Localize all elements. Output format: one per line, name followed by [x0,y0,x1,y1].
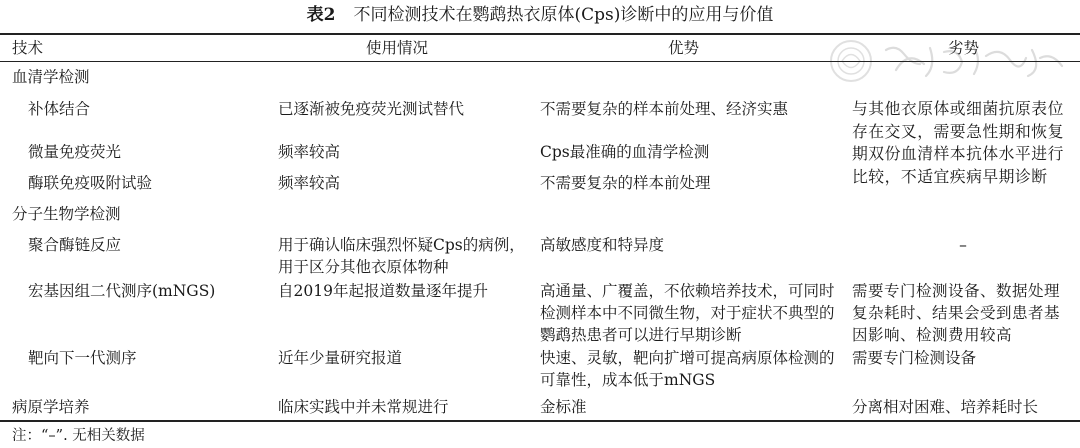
usage-micro-immunofluorescence: 频率较高 [278,143,341,161]
usage-tngs: 近年少量研究报道 [278,349,403,367]
tech-complement-fixation: 补体结合 [28,100,91,118]
section-serology: 血清学检测 [12,68,90,86]
section-molecular: 分子生物学检测 [12,205,121,223]
adv-complement-fixation: 不需要复杂的样本前处理、经济实惠 [540,100,789,118]
table-number: 表2 [306,5,336,25]
table-title: 不同检测技术在鹦鹉热衣原体(Cps)诊断中的应用与价值 [353,5,774,25]
usage-complement-fixation: 已逐渐被免疫荧光测试替代 [278,100,465,118]
header-advantage: 优势 [668,39,700,57]
header-usage: 使用情况 [366,39,429,57]
disadv-mngs: 需要专门检测设备、数据处理复杂耗时、结果会受到患者基因影响、检测费用较高 [852,282,1061,344]
tech-culture: 病原学培养 [12,398,90,416]
adv-culture: 金标准 [540,398,587,416]
usage-culture: 临床实践中并未常规进行 [278,398,449,416]
bottom-rule [0,420,1080,422]
table-note: 注：“–”. 无相关数据 [12,428,145,444]
adv-tngs: 快速、灵敏，靶向扩增可提高病原体检测的可靠性，成本低于mNGS [540,349,835,389]
disadv-pcr: – [959,236,967,254]
adv-pcr: 高敏感度和特异度 [540,236,665,254]
disadv-tngs: 需要专门检测设备 [852,349,977,367]
tech-pcr: 聚合酶链反应 [28,236,122,254]
usage-mngs: 自2019年起报道数量逐年提升 [278,282,488,300]
header-tech: 技术 [12,39,44,57]
disadv-serology: 与其他衣原体或细菌抗原表位存在交叉，需要急性期和恢复期双份血清样本抗体水平进行比较，不适宜疾病早期诊断 [852,99,1064,186]
header-rule [0,61,1080,62]
disadv-culture: 分离相对困难、培养耗时长 [852,398,1039,416]
adv-elisa: 不需要复杂的样本前处理 [540,174,711,192]
usage-pcr: 用于确认临床强烈怀疑Cps的病例，用于区分其他衣原体物种 [278,236,525,276]
tech-micro-immunofluorescence: 微量免疫荧光 [28,143,122,161]
top-rule [0,33,1080,35]
adv-micro-immunofluorescence: Cps最准确的血清学检测 [540,143,710,161]
header-disadvantage: 劣势 [948,39,980,57]
table-caption [0,2,1080,28]
adv-mngs: 高通量、广覆盖，不依赖培养技术，可同时检测样本中不同微生物，对于症状不典型的鹦鹉热患者可以进行早期诊断 [540,282,835,344]
tech-mngs: 宏基因组二代测序(mNGS) [28,282,216,300]
tech-elisa: 酶联免疫吸附试验 [28,174,153,192]
tech-tngs: 靶向下一代测序 [28,349,137,367]
usage-elisa: 频率较高 [278,174,341,192]
